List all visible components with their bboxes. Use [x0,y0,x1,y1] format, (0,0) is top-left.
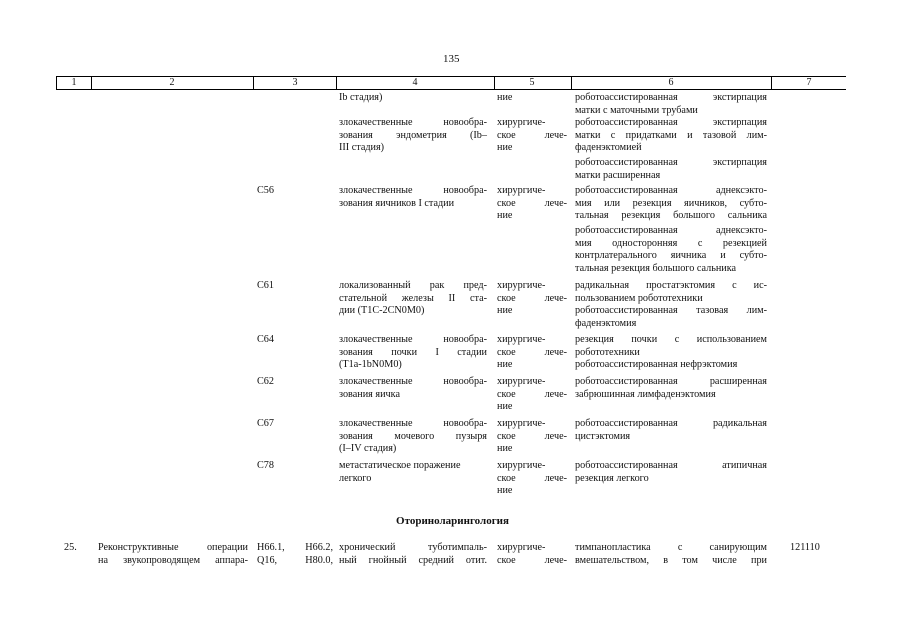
cell-method: тальная резекция большого сальника [575,262,737,274]
cell-treatment-type: ние [497,92,513,103]
cell-diagnosis: зования яичка [339,388,400,400]
cell-treatment-type: ское лече- [497,197,567,209]
cell-treatment-type: ское лече- [497,430,567,442]
cell-diagnosis: стательной железы II ста- [339,292,487,304]
cell-treatment-type: хирургиче- [497,334,546,345]
cell-diagnosis: зования мочевого пузыря [339,430,487,442]
cell-method: роботоассистированная атипичная [575,460,767,471]
cell-method: забрюшинная лимфаденэктомия [575,388,716,400]
cell-diagnosis: дии (T1C-2CN0M0) [339,305,425,317]
cell-icd-code: C64 [257,334,274,345]
cell-treatment-type: ние [497,485,513,497]
cell-treatment-type: ское лече- [497,346,567,358]
cell-row-number: 25. [64,542,77,553]
cell-treatment-type: ское лече- [497,292,567,304]
cell-diagnosis: метастатическое поражение [339,460,461,471]
cell-method: фаденэктомия [575,317,637,329]
cell-method: роботоассистированная экстирпация [575,117,767,128]
cell-method: пользованием робототехники [575,292,703,304]
cell-method: роботоассистированная нефрэктомия [575,359,738,371]
header-col-3: 3 [292,77,298,88]
cell-treatment-type: хирургиче- [497,418,546,429]
cell-treatment-type: ние [497,305,513,317]
header-separator [253,76,254,89]
cell-treatment-type: хирургиче- [497,460,546,471]
cell-diagnosis: (I–IV стадия) [339,443,397,455]
cell-diagnosis: злокачественные новообра- [339,185,487,196]
cell-diagnosis: зования эндометрия (Ib– [339,129,487,141]
cell-icd-code: C56 [257,185,274,196]
cell-icd-code: C78 [257,460,274,471]
cell-diagnosis: легкого [339,472,372,484]
cell-treatment-type: ние [497,401,513,413]
cell-method: резекция легкого [575,472,649,484]
header-col-6: 6 [668,77,674,88]
header-separator [91,76,92,89]
cell-treatment-type: ское лече- [497,472,567,484]
header-col-4: 4 [412,77,418,88]
cell-method: роботоассистированная аднексэкто- [575,225,767,236]
cell-method: роботоассистированная расширенная [575,376,767,387]
header-separator [336,76,337,89]
cell-treatment-type: ние [497,359,513,371]
cell-diagnosis: ный гнойный средний отит. [339,554,487,566]
cell-method: матки расширенная [575,169,661,181]
header-col-7: 7 [806,77,812,88]
page-number: 135 [443,53,460,65]
cell-method: радикальная простатэктомия с ис- [575,280,767,291]
header-separator [571,76,572,89]
cell-treatment-type: хирургиче- [497,185,546,196]
cell-treatment-type: ское лече- [497,388,567,400]
cell-method: тимпанопластика с санирующим [575,542,767,553]
cell-diagnosis: III стадия) [339,142,385,154]
cell-diagnosis: (T1a-1bN0M0) [339,359,402,371]
cell-diagnosis: локализованный рак пред- [339,280,487,291]
cell-diagnosis: злокачественные новообра- [339,117,487,128]
cell-treatment-type: ние [497,443,513,455]
cell-icd-code: H66.1, H66.2, [257,542,333,553]
cell-treatment-type: хирургиче- [497,280,546,291]
header-separator [56,76,57,89]
cell-method: роботоассистированная экстирпация [575,157,767,168]
cell-method: роботоассистированная экстирпация [575,92,767,103]
section-title: Оториноларингология [396,515,509,527]
cell-treatment-type: ние [497,142,513,154]
cell-diagnosis: зования яичников I стадии [339,197,455,209]
cell-operation-group: Реконструктивные операции [98,542,248,553]
cell-treatment-type: хирургиче- [497,117,546,128]
cell-method: матки с маточными трубами [575,104,698,116]
header-col-1: 1 [71,77,77,88]
cell-method: матки с придатками и тазовой лим- [575,129,767,141]
cell-method: роботоассистированная радикальная [575,418,767,429]
cell-operation-group: на звукопроводящем аппара- [98,554,248,566]
cell-method: мия или резекция яичников, субто- [575,197,767,209]
cell-method: роботоассистированная аднексэкто- [575,185,767,196]
cell-method: резекция почки с использованием [575,334,767,345]
cell-icd-code: Q16, H80.0, [257,554,333,566]
header-separator [494,76,495,89]
header-col-5: 5 [529,77,535,88]
cell-treatment-type: хирургиче- [497,376,546,387]
cell-method: фаденэктомией [575,142,642,154]
cell-method: цистэктомия [575,430,631,442]
cell-diagnosis: зования почки I стадии [339,346,487,358]
header-bottom-rule [56,89,846,90]
cell-method: роботоассистированная тазовая лим- [575,305,767,317]
cell-method: робототехники [575,346,640,358]
cell-treatment-type: ское лече- [497,554,567,566]
cell-diagnosis: злокачественные новообра- [339,376,487,387]
cell-icd-code: C61 [257,280,274,291]
cell-diagnosis: хронический туботимпаль- [339,542,487,553]
cell-diagnosis: злокачественные новообра- [339,418,487,429]
cell-method: контрлатерального яичника и субто- [575,250,767,262]
cell-diagnosis: злокачественные новообра- [339,334,487,345]
cell-method: вмешательством, в том числе при [575,554,767,566]
cell-treatment-type: ское лече- [497,129,567,141]
cell-treatment-type: ние [497,210,513,222]
cell-diagnosis: Ib стадия) [339,92,383,103]
cell-icd-code: C67 [257,418,274,429]
cell-method: мия односторонняя с резекцией [575,237,767,249]
cell-method: тальная резекция большого сальника [575,210,767,222]
header-separator [771,76,772,89]
cell-cost: 121110 [790,542,820,553]
cell-treatment-type: хирургиче- [497,542,546,553]
cell-icd-code: C62 [257,376,274,387]
header-col-2: 2 [169,77,175,88]
